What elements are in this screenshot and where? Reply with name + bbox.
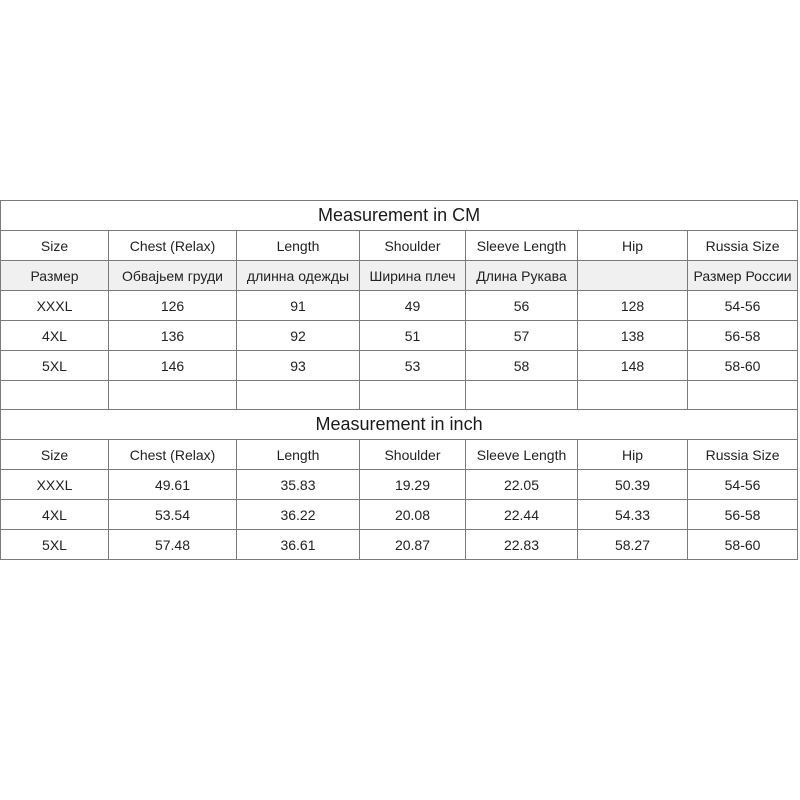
cell-russia-size: 56-58 — [688, 500, 798, 530]
cell-russia-size: 58-60 — [688, 351, 798, 381]
cell-shoulder: 53 — [360, 351, 466, 381]
empty-cell — [237, 381, 360, 410]
cell-length: 91 — [237, 291, 360, 321]
cell-chest: 49.61 — [109, 470, 237, 500]
russian-header-sleeve: Длина Рукава — [466, 261, 578, 291]
russian-header-russia-size: Размер России — [688, 261, 798, 291]
cell-sleeve-length: 56 — [466, 291, 578, 321]
header-russia-size: Russia Size — [688, 231, 798, 261]
empty-cell — [466, 381, 578, 410]
cm-section-title: Measurement in CM — [1, 201, 798, 231]
cell-sleeve-length: 22.05 — [466, 470, 578, 500]
header-length: Length — [237, 440, 360, 470]
cell-shoulder: 51 — [360, 321, 466, 351]
cell-chest: 146 — [109, 351, 237, 381]
cell-sleeve-length: 57 — [466, 321, 578, 351]
cell-sleeve-length: 58 — [466, 351, 578, 381]
inch-header-row — [1, 440, 798, 470]
cell-chest: 53.54 — [109, 500, 237, 530]
table-row — [1, 470, 798, 500]
empty-cell — [360, 381, 466, 410]
cell-hip: 58.27 — [578, 530, 688, 560]
header-shoulder: Shoulder — [360, 231, 466, 261]
cell-size: 4XL — [1, 500, 109, 530]
russian-header-shoulder: Ширина плеч — [360, 261, 466, 291]
header-length: Length — [237, 231, 360, 261]
cell-chest: 126 — [109, 291, 237, 321]
header-chest: Chest (Relax) — [109, 440, 237, 470]
cell-length: 36.22 — [237, 500, 360, 530]
empty-cell — [688, 381, 798, 410]
empty-cell — [1, 381, 109, 410]
cell-chest: 136 — [109, 321, 237, 351]
cell-chest: 57.48 — [109, 530, 237, 560]
cell-length: 35.83 — [237, 470, 360, 500]
cell-length: 92 — [237, 321, 360, 351]
cm-russian-header-row — [1, 261, 798, 291]
cell-russia-size: 54-56 — [688, 291, 798, 321]
cell-russia-size: 56-58 — [688, 321, 798, 351]
russian-header-chest: Обвајьем груди — [109, 261, 237, 291]
cell-hip: 50.39 — [578, 470, 688, 500]
cell-length: 36.61 — [237, 530, 360, 560]
inch-section-title: Measurement in inch — [1, 410, 798, 440]
cell-size: 5XL — [1, 351, 109, 381]
cell-hip: 138 — [578, 321, 688, 351]
table-row — [1, 291, 798, 321]
empty-cell — [109, 381, 237, 410]
cell-hip: 148 — [578, 351, 688, 381]
cell-shoulder: 19.29 — [360, 470, 466, 500]
cell-shoulder: 49 — [360, 291, 466, 321]
cell-size: XXXL — [1, 470, 109, 500]
russian-header-size: Размер — [1, 261, 109, 291]
header-sleeve-length: Sleeve Length — [466, 440, 578, 470]
header-shoulder: Shoulder — [360, 440, 466, 470]
cell-hip: 54.33 — [578, 500, 688, 530]
cell-length: 93 — [237, 351, 360, 381]
spacer-row — [1, 381, 798, 410]
russian-header-length: длинна одежды — [237, 261, 360, 291]
cm-header-row — [1, 231, 798, 261]
russian-header-hip — [578, 261, 688, 291]
table-row — [1, 321, 798, 351]
header-russia-size: Russia Size — [688, 440, 798, 470]
cell-size: XXXL — [1, 291, 109, 321]
header-hip: Hip — [578, 440, 688, 470]
header-size: Size — [1, 231, 109, 261]
cell-shoulder: 20.08 — [360, 500, 466, 530]
header-size: Size — [1, 440, 109, 470]
header-hip: Hip — [578, 231, 688, 261]
cell-russia-size: 58-60 — [688, 530, 798, 560]
empty-cell — [578, 381, 688, 410]
cell-russia-size: 54-56 — [688, 470, 798, 500]
cell-shoulder: 20.87 — [360, 530, 466, 560]
cell-size: 5XL — [1, 530, 109, 560]
cell-size: 4XL — [1, 321, 109, 351]
table-row — [1, 351, 798, 381]
size-chart-table — [0, 200, 798, 560]
header-chest: Chest (Relax) — [109, 231, 237, 261]
table-row — [1, 530, 798, 560]
header-sleeve-length: Sleeve Length — [466, 231, 578, 261]
cell-sleeve-length: 22.44 — [466, 500, 578, 530]
cell-hip: 128 — [578, 291, 688, 321]
cell-sleeve-length: 22.83 — [466, 530, 578, 560]
table-row — [1, 500, 798, 530]
